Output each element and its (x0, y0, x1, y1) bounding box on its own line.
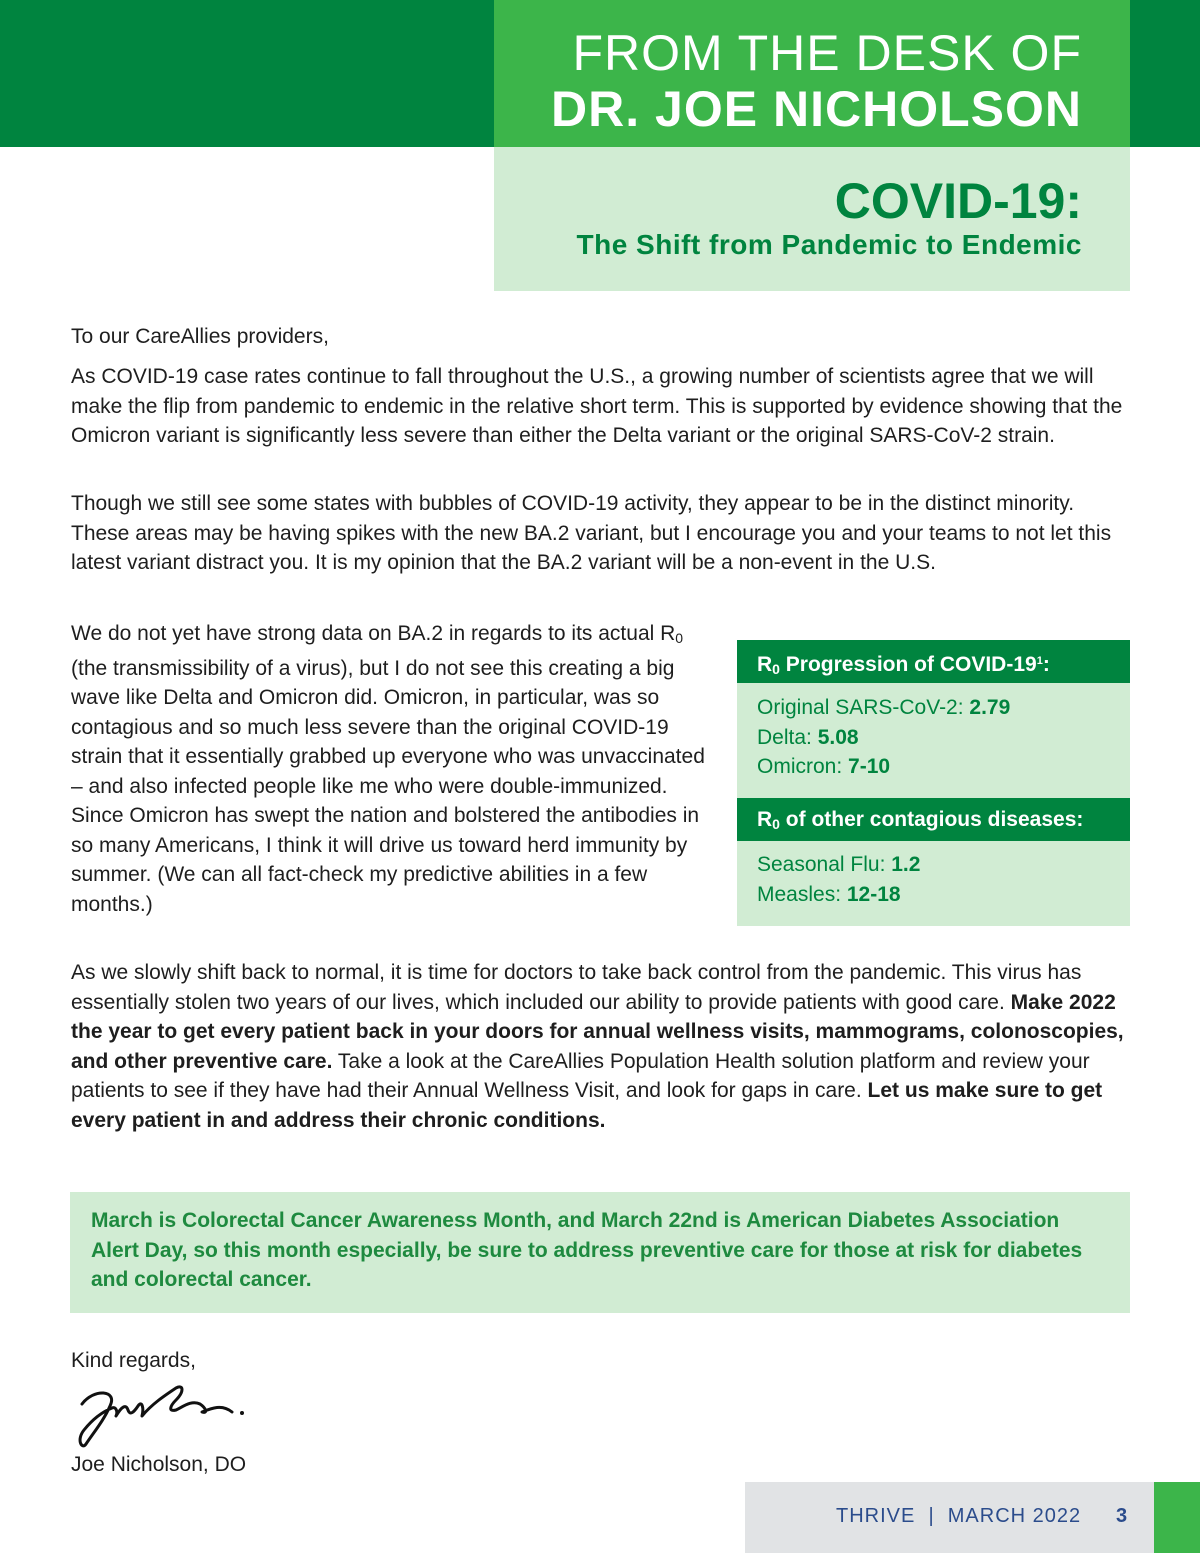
signature-image (72, 1382, 252, 1450)
paragraph-4-part-1: As we slowly shift back to normal, it is time for doctors to take back control from the pandemic. This virus has essentially stolen two years of our lives, which included our ability to provide patients with good care. (71, 961, 1082, 1014)
paragraph-4 (71, 958, 1133, 1135)
awareness-callout (70, 1192, 1130, 1313)
sidebar-item-label: Measles: (757, 883, 847, 906)
sidebar-item-value: 7-10 (848, 755, 891, 778)
footer-publication: THRIVE | MARCH 2022 (836, 1505, 1082, 1527)
sidebar-item-value: 1.2 (891, 853, 921, 876)
sidebar-item-original (757, 693, 1010, 723)
sidebar-heading-text: Progression of COVID-19 (779, 653, 1037, 676)
paragraph-3-part-1: We do not yet have strong data on BA.2 in regards to its actual R (71, 622, 676, 645)
sidebar-heading-r: R (757, 808, 773, 831)
footnote-superscript: 1 (1036, 655, 1043, 667)
paragraph-4-part-2: Take a look at the CareAllies Population Health solution platform and review your patients to see if they have had their Annual Wellness Visit, and look for gaps in care. (71, 1049, 1090, 1102)
sidebar-heading-subscript: 0 (772, 661, 780, 677)
page-title: COVID-19: (834, 173, 1082, 229)
paragraph-1: As COVID-19 case rates continue to fall throughout the U.S., a growing number of scientists agree that we will make the flip from pandemic to endemic in the relative short term. This is supported by evidence showing that the Omicron variant is significantly less severe than either the Delta variant or the original SARS-CoV-2 strain. (71, 365, 1123, 447)
paragraph-3-part-2: (the transmissibility of a virus), but I do not see this creating a big wave like Delta and Omicron did. Omicron, in particular, was so contagious and so much less severe than the original COVID-19 strain that it essentially grabbed up everyone who was unvaccinated – and also infected people like me who were double-immunized. Since Omicron has swept the nation and bolstered the antibodies in so many Americans, I think it will drive us toward herd immunity by summer. (We can all fact-check my predictive abilities in a few months.) (71, 656, 705, 916)
sidebar-heading-text: of other contagious diseases: (779, 808, 1084, 831)
sidebar-item-delta (757, 723, 859, 753)
sidebar-item-label: Original SARS-CoV-2: (757, 696, 970, 719)
header-author-name: DR. JOE NICHOLSON (551, 81, 1082, 137)
sidebar-item-label: Delta: (757, 726, 818, 749)
sidebar-heading-subscript: 0 (772, 816, 780, 832)
sidebar-heading-other-diseases (737, 798, 1130, 841)
sidebar-item-label: Omicron: (757, 755, 849, 778)
signoff-name: Joe Nicholson, DO (71, 1453, 247, 1476)
r-nought-subscript: 0 (675, 630, 684, 646)
sidebar-item-value: 5.08 (817, 726, 859, 749)
sidebar-heading-r: R (757, 653, 773, 676)
paragraph-4-emphasis-1: Make 2022 the year to get every patient back in your doors for annual wellness visits, mammograms, colonoscopies, and other preventive care. (71, 990, 1124, 1073)
sidebar-item-omicron (757, 752, 890, 782)
paragraph-4-emphasis-2: Let us make sure to get every patient in and address their chronic conditions. (71, 1079, 1103, 1132)
paragraph-3 (71, 619, 711, 919)
sidebar-item-value: 2.79 (969, 696, 1011, 719)
page-number: 3 (1116, 1505, 1128, 1527)
sidebar-item-measles (757, 880, 901, 910)
sidebar-heading-colon: : (1042, 653, 1050, 676)
salutation: To our CareAllies providers, (71, 325, 329, 348)
callout-text: March is Colorectal Cancer Awareness Month, and March 22nd is American Diabetes Association Alert Day, so this month especially, be sure to address preventive care for those at risk for diabetes and colorectal cancer. (91, 1209, 1083, 1291)
page-subtitle: The Shift from Pandemic to Endemic (576, 229, 1082, 260)
r0-sidebar (737, 640, 1130, 926)
footer-accent (1154, 1482, 1200, 1553)
paragraph-2: Though we still see some states with bubbles of COVID-19 activity, they appear to be in the distinct minority. These areas may be having spikes with the new BA.2 variant, but I encourage you and your teams to not let this latest variant distract you. It is my opinion that the BA.2 variant will be a non-event in the U.S. (71, 492, 1112, 574)
header-from-desk: FROM THE DESK OF (572, 25, 1082, 81)
sidebar-item-label: Seasonal Flu: (757, 853, 892, 876)
sidebar-item-value: 12-18 (846, 883, 901, 906)
closing: Kind regards, (71, 1349, 196, 1372)
sidebar-item-flu (757, 850, 920, 880)
sidebar-heading-progression (737, 640, 1130, 683)
